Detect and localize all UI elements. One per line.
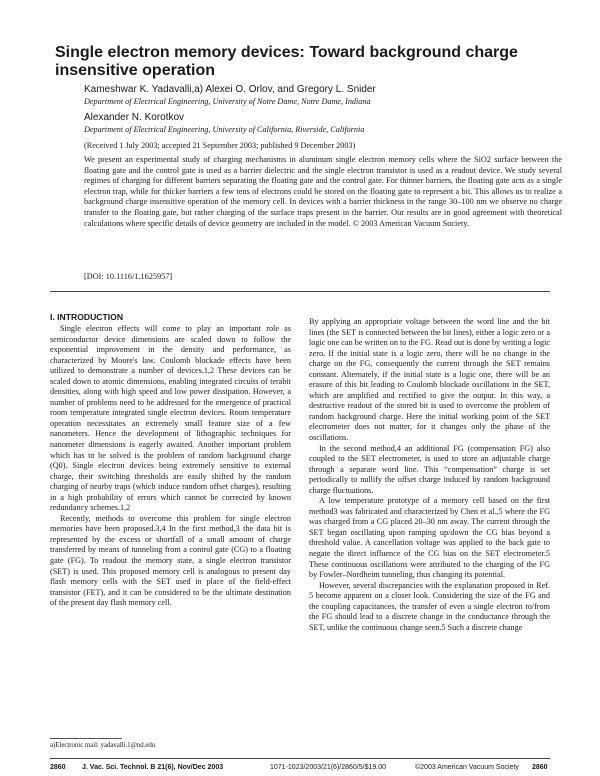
intro-paragraph-2: Recently, methods to overcome this problem for single electron memories have been proposed.3,4 In the first method,3 the data bit is represented by the excess or shortfall of a small amount of charge transferred by means of tunneling from a control gate (CG) to a floating gate (FG). To readout the memory state, a single electron transistor (SET) is used. This proposed memory cell is analogous to present day flash memory cells with the SET used in place of the field-effect transistor (FET), and it can be considered to be the ultimate destination of the present day flash memory cell. [50, 513, 291, 608]
affiliation-riverside: Department of Electrical Engineering, University of California, Riverside, California [84, 125, 365, 134]
paper-title: Single electron memory devices: Toward background charge insensitive operation [55, 44, 518, 79]
author-line-riverside: Alexander N. Korotkov [84, 112, 185, 123]
publication-codes: 1071-1023/2003/21(6)/2860/5/$19.00 [270, 764, 386, 771]
copyright-notice: ©2003 American Vacuum Society [415, 764, 519, 771]
abstract-divider [50, 291, 550, 292]
abstract: We present an experimental study of charging mechanisms in aluminum single electron memory cells where the SiO2 surface between the floating gate and the control gate is used as a barrier dielectric and the single electron transistor is used as a readout device. We study several regimes of charging for different barriers separating the floating gate and the control gate. For thinner barriers, the floating gate acts as a single electron trap, while for thicker barriers a few tens of electrons could be stored on the floating gate to represent a bit. This allows us to realize a background charge insensitive operation of the memory cell. In devices with a barrier thickness in the range 30–100 nm we observe no charge transfer to the floating gate, but rather charging of the surface traps present in the barrier. Our results are in good agreement with theoretical calculations where specific details of device geometry are included in the model. © 2003 American Vacuum Society. [84, 155, 562, 228]
intro-paragraph-4: In the second method,4 an additional FG (compensation FG) also coupled to the SET electrometer, is used to store an adjustable charge through a separate word line. This “compensation” charge is set periodically to nullify the offset charge induced by random background charge fluctuations. [309, 443, 550, 495]
intro-paragraph-5: A low temperature prototype of a memory cell based on the first method3 was fabricated and characterized by Chen et al.,5 where the FG was charged from a CG placed 20–30 nm away. The current through the SET began oscillating upon ramping up/down the CG bias beyond a threshold value. A cancellation voltage was applied to the back gate to negate the direct influence of the CG bias on the SET electrometer.5 These continuous oscillations were attributed to the charging of the FG by Fowler–Nordheim tunneling, thus changing its potential. [309, 496, 550, 580]
author-line-notre-dame: Kameshwar K. Yadavalli,a) Alexei O. Orlov, and Gregory L. Snider [84, 84, 376, 95]
intro-paragraph-6: However, several discrepancies with the explanation proposed in Ref. 5 become apparent on a closer look. Considering the size of the FG and the coupling capacitances, the transfer of even a single electron to/from the FG should lead to a discrete change in the conductance through the SET, unlike the continuous change seen.5 Such a discrete change [309, 580, 550, 632]
intro-paragraph-3: By applying an appropriate voltage between the word line and the bit lines (the SET is connected between the bit lines), either a logic zero or a logic one can be written on to the FG. Read out is done by writing a logic zero. If the initial state is a logic zero, there will be no change in the charge on the FG, consequently the current through the SET remains constant. Alternately, if the initial state is a logic one, there will be an erasure of this bit leading to Coulomb blockade oscillations in the SET, which are amplified and rectified to give the output. In this way, a destructive readout of the stored bit is used to overcome the problem of random background charge. Here the initial working point of the SET electrometer does not matter, for it changes only the phase of the oscillations. [309, 317, 550, 443]
intro-paragraph-1: Single electron effects will come to play an important role as semiconductor device dimensions are scaled down to follow the exponential improvement in the density and performance, as characterized by Moore's law. Coulomb blockade effects have been utilized to demonstrate a number of devices.1,2 These devices can be scaled down to atomic dimensions, enabling integrated circuits of terabit densities, along with high speed and low power dissipation. However, a number of problems need to be addressed for the emergence of practical room temperature integrated single electron devices. Room temperature operation necessitates an extremely small feature size of a few nanometers. Hence the development of lithographic techniques for nanometer dimensions is eagerly awaited. Another important problem which has to be solved is the problem of random background charge (Q0). Single electron devices being extremely sensitive to external charge, their switching thresholds are easily shifted by the random charging of nearby traps (which induce random offset charges), resulting in a high probability of errors which cannot be corrected by known redundancy schemes.1,2 [50, 324, 291, 513]
footnote-divider [50, 738, 122, 739]
journal-citation: J. Vac. Sci. Technol. B 21(6), Nov/Dec 2003 [82, 764, 224, 771]
doi: [DOI: 10.1116/1.1625957] [84, 272, 173, 281]
page-number-left: 2860 [50, 764, 66, 771]
affiliation-notre-dame: Department of Electrical Engineering, University of Notre Dame, Notre Dame, Indiana [84, 97, 371, 106]
received-dates: (Received 1 July 2003; accepted 21 September 2003; published 9 December 2003) [84, 141, 356, 150]
footnote-email: a)Electronic mail: yadavalli.1@nd.edu [50, 742, 156, 749]
right-column [309, 317, 550, 633]
left-column [50, 324, 291, 609]
footer-divider [50, 758, 550, 759]
section-heading-introduction: I. INTRODUCTION [50, 312, 124, 322]
page-number-right: 2860 [532, 764, 548, 771]
